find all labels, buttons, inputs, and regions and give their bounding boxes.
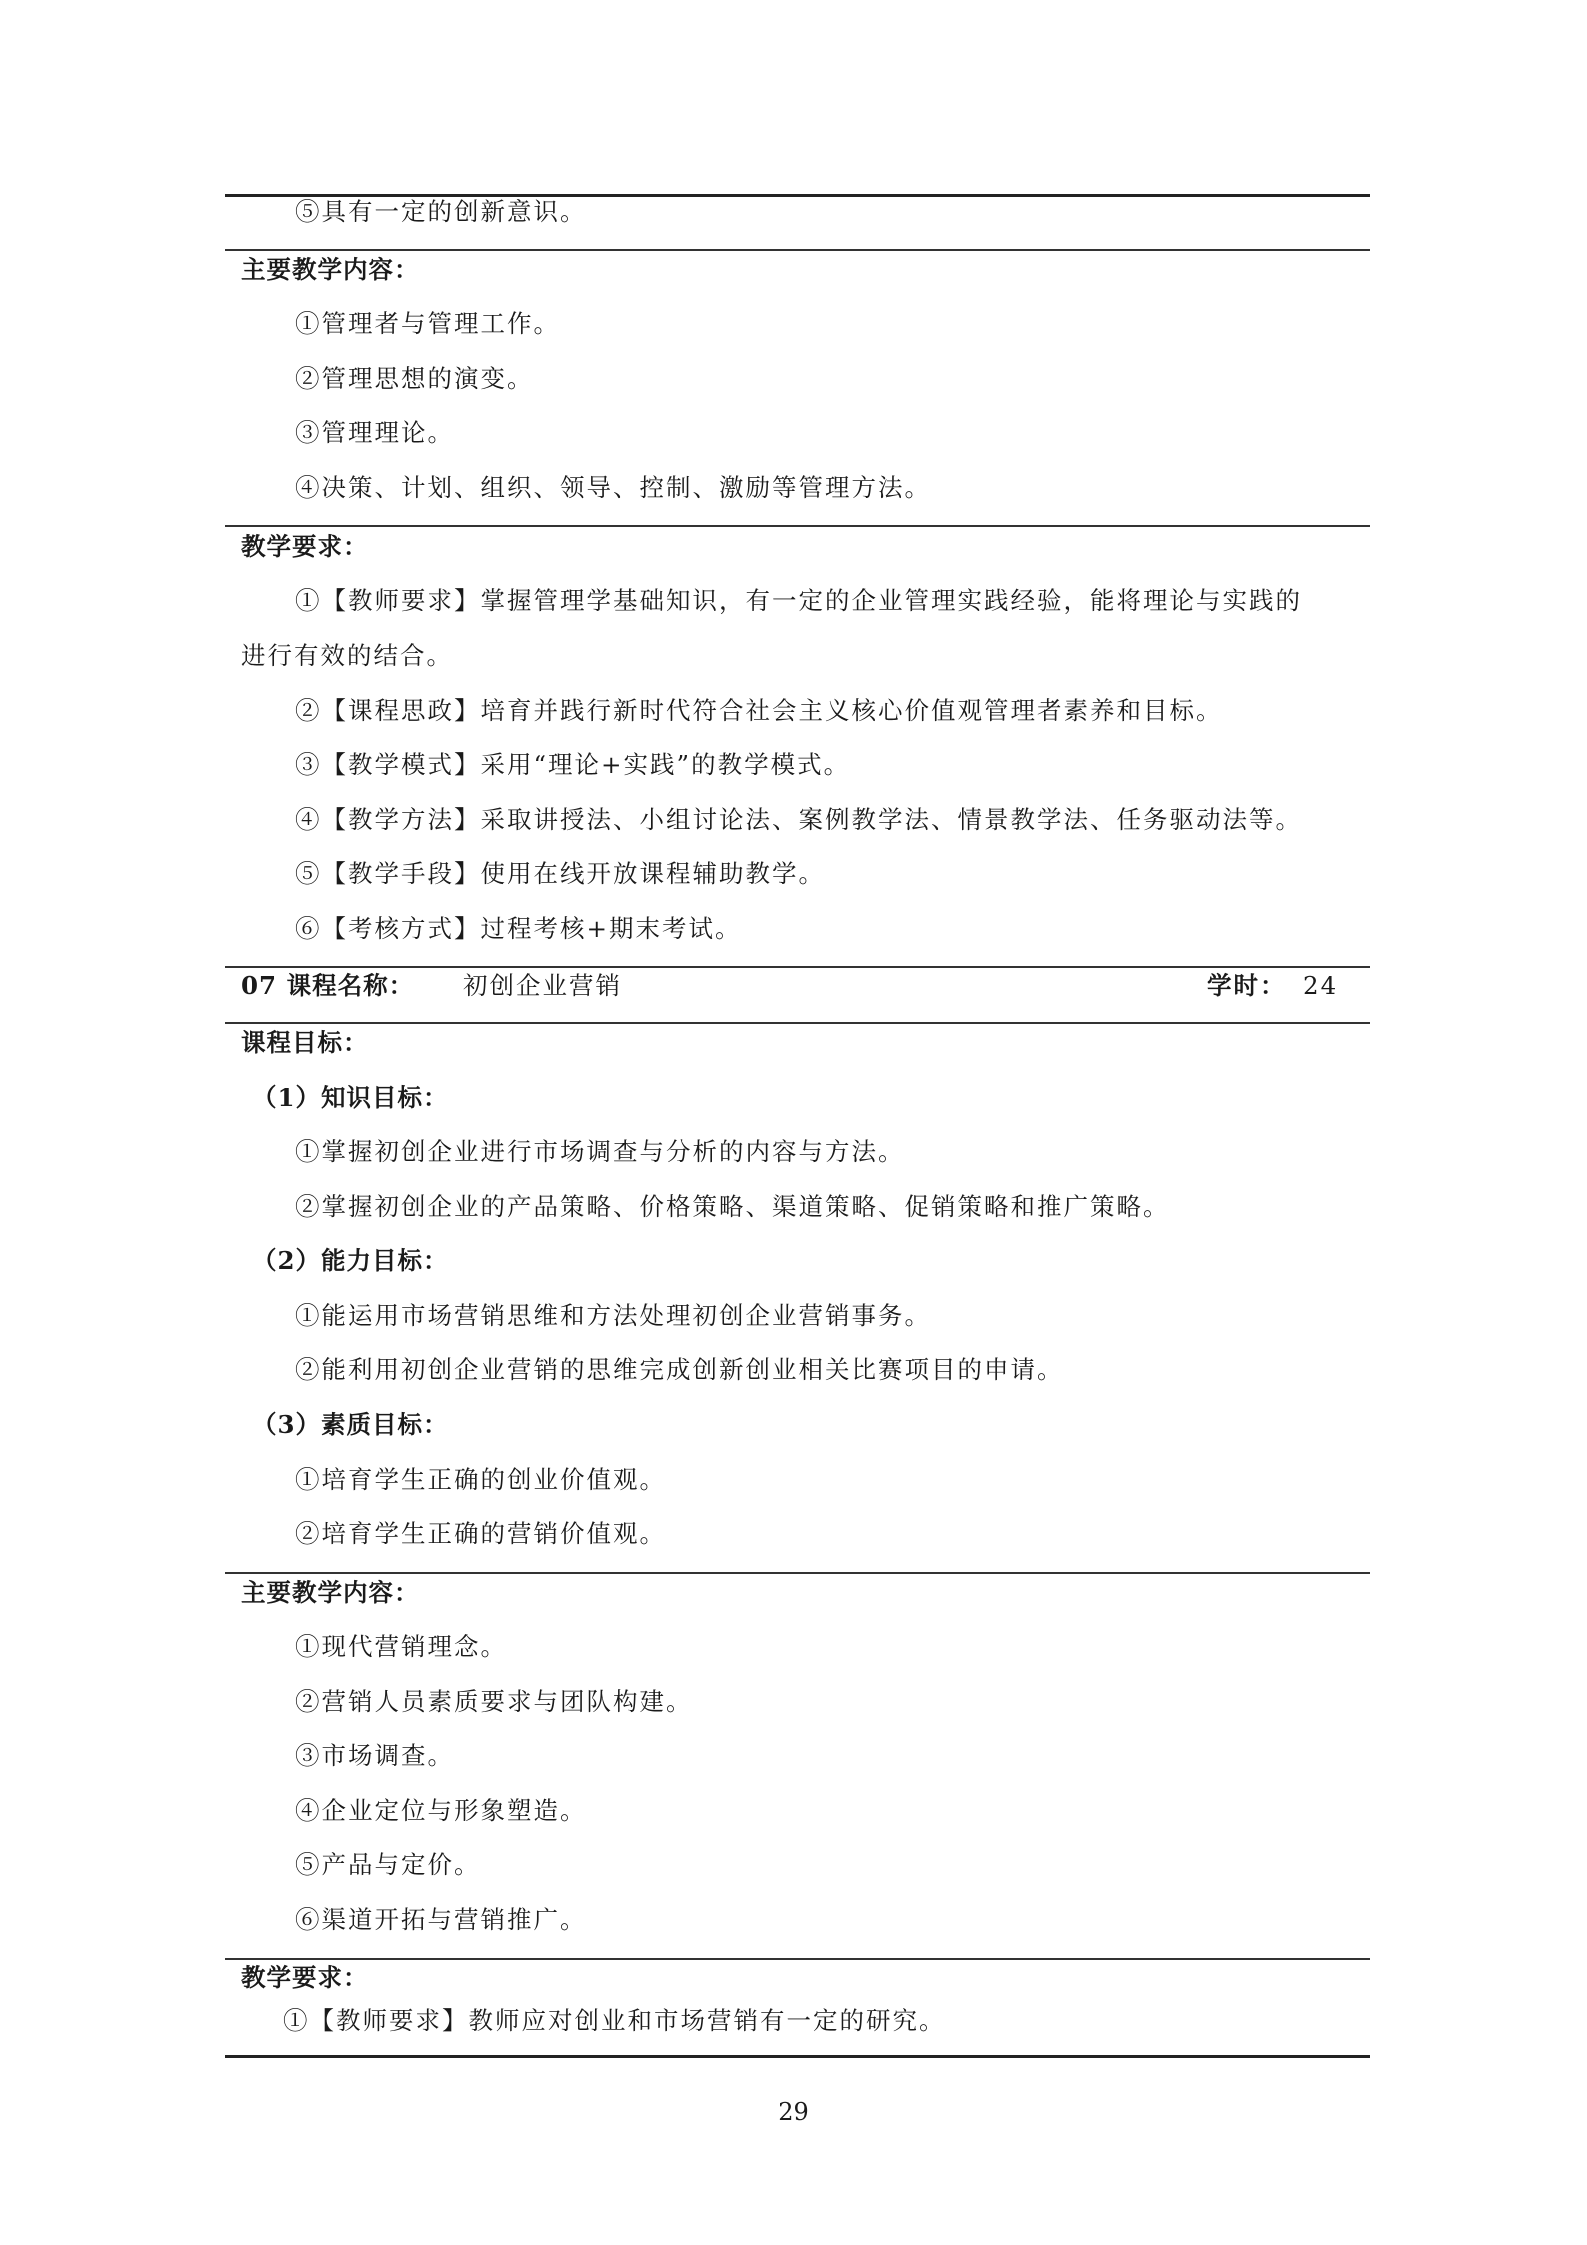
list-item: ②管理思想的演变。 xyxy=(295,364,534,393)
list-item: ⑥【考核方式】过程考核+期末考试。 xyxy=(295,914,742,943)
list-item: ①管理者与管理工作。 xyxy=(295,309,560,338)
list-item: ②【课程思政】培育并践行新时代符合社会主义核心价值观管理者素养和目标。 xyxy=(295,696,1223,725)
divider xyxy=(225,1572,1370,1574)
list-item: ④企业定位与形象塑造。 xyxy=(295,1796,587,1825)
subheading-knowledge: （1）知识目标： xyxy=(252,1083,449,1112)
list-item: ①【教师要求】掌握管理学基础知识，有一定的企业管理实践经验，能将理论与实践的 xyxy=(295,586,1302,615)
list-item: ②能利用初创企业营销的思维完成创新创业相关比赛项目的申请。 xyxy=(295,1355,1064,1384)
list-item: ④【教学方法】采取讲授法、小组讨论法、案例教学法、情景教学法、任务驱动法等。 xyxy=(295,805,1302,834)
section-heading-requirements: 教学要求： xyxy=(241,532,369,561)
section-heading-requirements: 教学要求： xyxy=(241,1963,369,1992)
section-heading-content: 主要教学内容： xyxy=(241,1578,420,1607)
list-item-continuation: 进行有效的结合。 xyxy=(241,641,453,670)
list-item: ⑤产品与定价。 xyxy=(295,1850,481,1879)
course-hours-value: 24 xyxy=(1303,971,1339,1000)
divider xyxy=(225,1022,1370,1024)
list-item: ③管理理论。 xyxy=(295,418,454,447)
divider xyxy=(225,525,1370,527)
subheading-ability: （2）能力目标： xyxy=(252,1246,449,1275)
list-item: ④决策、计划、组织、领导、控制、激励等管理方法。 xyxy=(295,473,931,502)
list-item: ①能运用市场营销思维和方法处理初创企业营销事务。 xyxy=(295,1301,931,1330)
list-item: ③【教学模式】采用“理论+实践”的教学模式。 xyxy=(295,750,851,779)
divider xyxy=(225,249,1370,251)
list-item: ③市场调查。 xyxy=(295,1741,454,1770)
table-bottom-border xyxy=(225,2055,1370,2058)
page-number: 29 xyxy=(778,2098,809,2126)
divider xyxy=(225,1958,1370,1960)
list-item: ⑤具有一定的创新意识。 xyxy=(295,197,587,226)
section-heading-content: 主要教学内容： xyxy=(241,255,420,284)
course-hours-label: 学时： xyxy=(1207,971,1287,1000)
list-item: ②营销人员素质要求与团队构建。 xyxy=(295,1687,693,1716)
list-item: ①现代营销理念。 xyxy=(295,1632,507,1661)
list-item: ②掌握初创企业的产品策略、价格策略、渠道策略、促销策略和推广策略。 xyxy=(295,1192,1170,1221)
list-item: ①【教师要求】教师应对创业和市场营销有一定的研究。 xyxy=(283,2006,946,2035)
section-heading-goals: 课程目标： xyxy=(241,1028,369,1057)
course-name: 初创企业营销 xyxy=(463,971,622,1000)
list-item: ②培育学生正确的营销价值观。 xyxy=(295,1519,666,1548)
list-item: ⑥渠道开拓与营销推广。 xyxy=(295,1905,587,1934)
list-item: ①培育学生正确的创业价值观。 xyxy=(295,1465,666,1494)
list-item: ⑤【教学手段】使用在线开放课程辅助教学。 xyxy=(295,859,825,888)
course-number-label: 07 课程名称： xyxy=(241,971,415,1000)
list-item: ①掌握初创企业进行市场调查与分析的内容与方法。 xyxy=(295,1137,905,1166)
subheading-quality: （3）素质目标： xyxy=(252,1410,449,1439)
